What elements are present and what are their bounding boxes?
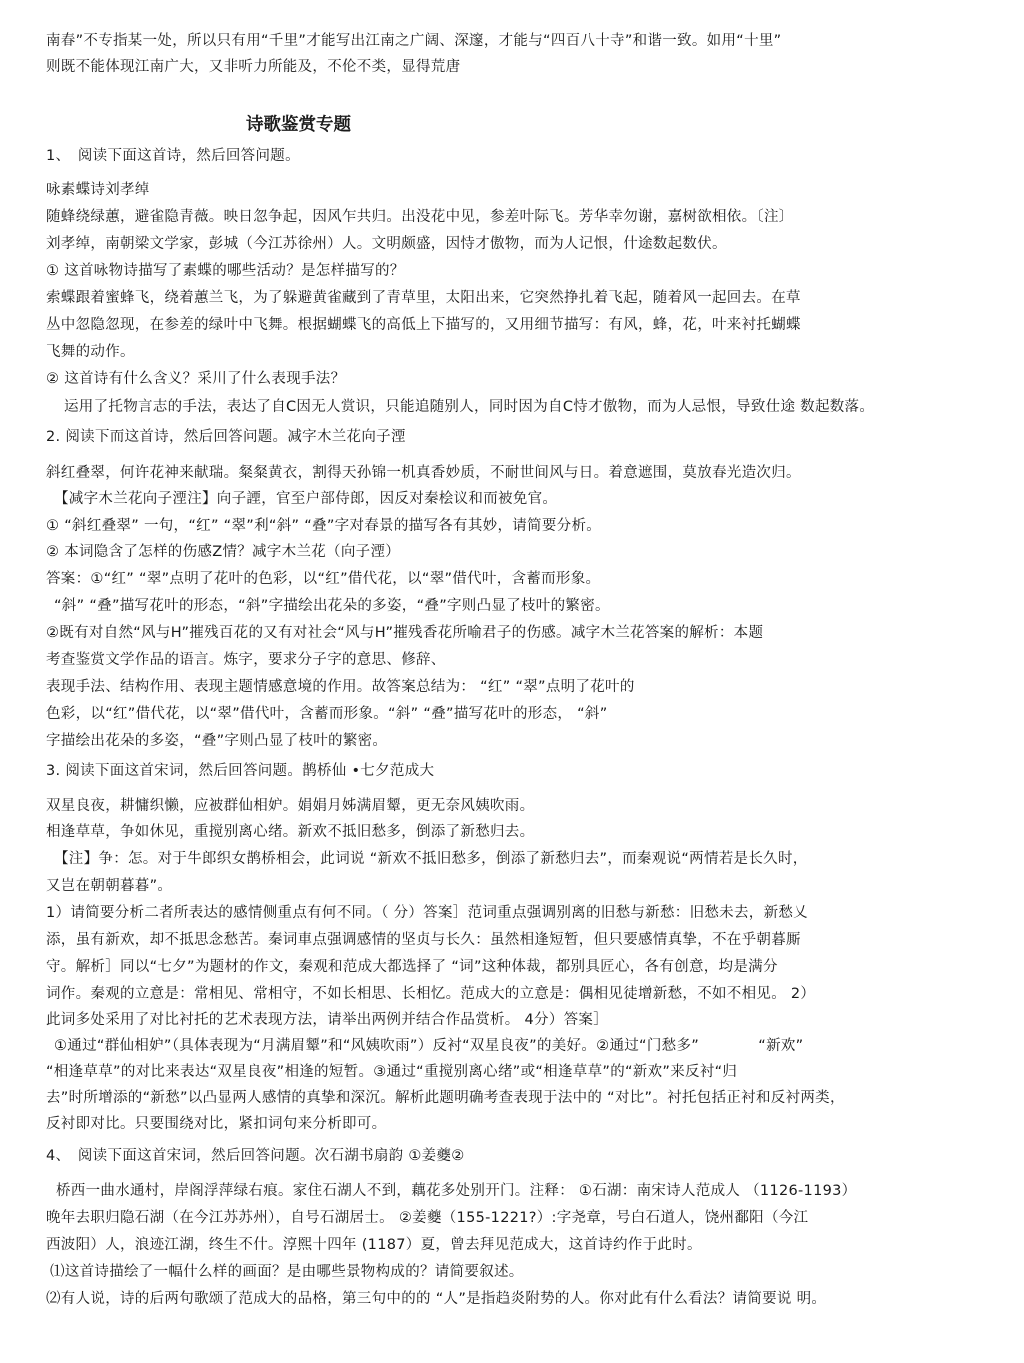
text-line: 2. 阅读下而这首诗，然后回答问题。减字木兰花向子湮 — [46, 429, 406, 445]
text-line: 斜红叠翠，何许花神来献瑞。粲粲黄衣，割得天孙锦一机真香妙质，不耐世间风与日。着意遮围，莫放春光造次归。 — [46, 465, 801, 481]
text-line: 则既不能体现江南广大，又非听力所能及，不伦不类，显得荒唐 — [46, 59, 461, 75]
text-line: 南春”不专指某一处，所以只有用“千里”才能写出江南之广阔、深邃，才能与“四百八十寺”和谐一致。如用“十里” — [46, 33, 782, 49]
text-line: 丛中忽隐忽现，在参差的绿叶中飞舞。根据蝴蝶飞的高低上下描写的，又用细节描写：有风，蜂，花，叶来衬托蝴蝶 — [46, 317, 801, 333]
text-line: 表现手法、结构作用、表现主题情感意境的作用。故答案总结为： “红” “翠”点明了花叶的 — [46, 679, 635, 695]
text-line: 运用了托物言志的手法，表达了自C因无人赏识，只能追随别人，同时因为自C恃才傲物，而为人忌恨，导致仕途 数起数落。 — [64, 399, 875, 415]
text-line: ① “斜红叠翠” 一句，“红” “翠”利“斜” “叠”字对春景的描写各有其妙，请简要分析。 — [46, 518, 602, 534]
text-line: 【减字木兰花向子湮注】向子諲，官至户部侍郎，因反对秦桧议和而被免官。 — [54, 491, 558, 507]
text-line: 色彩，以“红”借代花，以“翠”借代叶，含蓄而形象。“斜” “叠”描写花叶的形态， “斜” — [46, 706, 608, 722]
text-line: 索蝶跟着蜜蜂飞，绕着蕙兰飞，为了躲避黄雀藏到了青草里，太阳出来，它突然挣扎着飞起，随着风一起回去。在草 — [46, 290, 801, 306]
text-line: 又岂在朝朝暮暮”。 — [46, 878, 173, 894]
text-line: 此词多处采用了对比衬托的艺术表现方法，请举出两例并结合作品赏析。 4分）答案］ — [46, 1012, 609, 1028]
text-line: 【注】争：怎。对于牛郎织女鹊桥相会，此词说 “新欢不抵旧愁多，倒添了新愁归去”，而秦观说“两情若是长久时， — [54, 851, 808, 867]
document-title: 诗歌鉴赏专题 — [246, 115, 351, 135]
text-line: 1）请简要分析二者所表达的感情侧重点有何不同。（ 分）答案］范词重点强调别离的旧愁与新愁：旧愁未去，新愁乂 — [46, 905, 808, 921]
text-line: 桥西一曲水通村，岸阁浮萍绿右痕。家住石湖人不到，藕花多处别开门。注释： ①石湖：南宋诗人范成人 （1126-1193） — [56, 1183, 857, 1199]
text-line: ①通过“群仙相妒”（具体表现为“月满眉颦”和“风姨吹雨”）反衬“双星良夜”的美好。②通过“门愁多” “新欢” — [54, 1038, 804, 1054]
text-line: ②既有对自然“风与H”摧残百花的又有对社会“风与H”摧残香花所喻君子的伤感。减字木兰花答案的解析：本题 — [46, 625, 764, 641]
text-line: 答案：①“红” “翠”点明了花叶的色彩，以“红”借代花，以“翠”借代叶，含蓄而形象。 — [46, 571, 601, 587]
text-line: 4、 阅读下面这首宋词，然后回答问题。次石湖书扇韵 ①姜夔② — [46, 1148, 465, 1164]
text-line: 刘孝绰，南朝梁文学家，彭城（今江苏徐州）人。文明颇盛，因恃才傲物，而为人记恨，什途数起数伏。 — [46, 236, 727, 252]
text-line: 词作。秦观的立意是：常相见、常相守，不如长相思、长相忆。范成大的立意是：偶相见徒增新愁，不如不相见。 2） — [46, 986, 816, 1002]
text-line: 守。解析］同以“七夕”为题材的作文，秦观和范成大都选择了 “词”这种体裁，都别具匠心，各有创意，均是满分 — [46, 959, 778, 975]
text-line: 考查鉴赏文学作品的语言。炼字，要求分子字的意思、修辞、 — [46, 652, 446, 668]
text-line: ② 本词隐含了怎样的伤感Z情？减字木兰花（向子湮） — [46, 544, 401, 560]
text-line: “斜” “叠”描写花叶的形态，“斜”字描绘出花朵的多姿，“叠”字则凸显了枝叶的繁密。 — [54, 598, 610, 614]
text-line: 1、 阅读下面这首诗，然后回答问题。 — [46, 148, 300, 164]
text-line: 去”时所增添的“新愁”以凸显两人感情的真挚和深沉。解析此题明确考查表现于法中的 “对比”。衬托包括正衬和反衬两类， — [46, 1090, 845, 1106]
text-line: 相逢草草，争如休见，重搅别离心绪。新欢不抵旧愁多，倒添了新愁归去。 — [46, 824, 535, 840]
text-line: 字描绘出花朵的多姿，“叠”字则凸显了枝叶的繁密。 — [46, 733, 388, 749]
text-line: 咏素蝶诗刘孝绰 — [46, 182, 150, 198]
text-line: 飞舞的动作。 — [46, 344, 135, 360]
text-line: ① 这首咏物诗描写了素蝶的哪些活动？是怎样描写的？ — [46, 263, 405, 279]
text-line: 反衬即对比。只要围绕对比，紧扣词句来分析即可。 — [46, 1116, 387, 1132]
text-line: 随蜂绕绿蕙，避雀隐青薇。映日忽争起，因风乍共归。出没花中见，参差叶际飞。芳华幸勿谢，嘉树欲相依。〔注〕 — [46, 209, 794, 225]
text-line: ⑴这首诗描绘了一幅什么样的画面？是由哪些景物构成的？请简要叙述。 — [50, 1264, 524, 1280]
text-line: 添，虽有新欢，却不抵思念愁苦。秦词車点强调感情的坚贞与长久：虽然相逢短暂，但只要感情真挚，不在乎朝暮厮 — [46, 932, 801, 948]
text-line: 3. 阅读下面这首宋词，然后回答问题。鹊桥仙 •七夕范成大 — [46, 763, 435, 779]
text-line: 双星良夜，耕慵织懒，应被群仙相妒。娟娟月姊满眉颦，更无奈风姨吹雨。 — [46, 798, 535, 814]
text-line: 西波阳）人，浪迹江湖，终生不什。淳熙十四年 (1187）夏，曾去拜见范成大，这首诗约作于此时。 — [46, 1237, 702, 1253]
text-line: 晚年去职归隐石湖（在今江苏苏州），自号石湖居士。 ②姜夔（155-1221?）:字尧章，号白石道人，饶州鄱阳（今江 — [46, 1210, 809, 1226]
text-line: “相逢草草”的对比来表达“双星良夜”相逢的短暂。③通过“重搅别离心绪”或“相逢草草”的“新欢”来反衬“归 — [46, 1064, 738, 1080]
text-line: ⑵有人说，诗的后两句歌颂了范成大的品格，第三句中的的 “人”是指趋炎附势的人。你对此有什么看法？请简要说 明。 — [46, 1291, 827, 1307]
text-line: ② 这首诗有什么含义？采川了什么表现手法？ — [46, 371, 346, 387]
